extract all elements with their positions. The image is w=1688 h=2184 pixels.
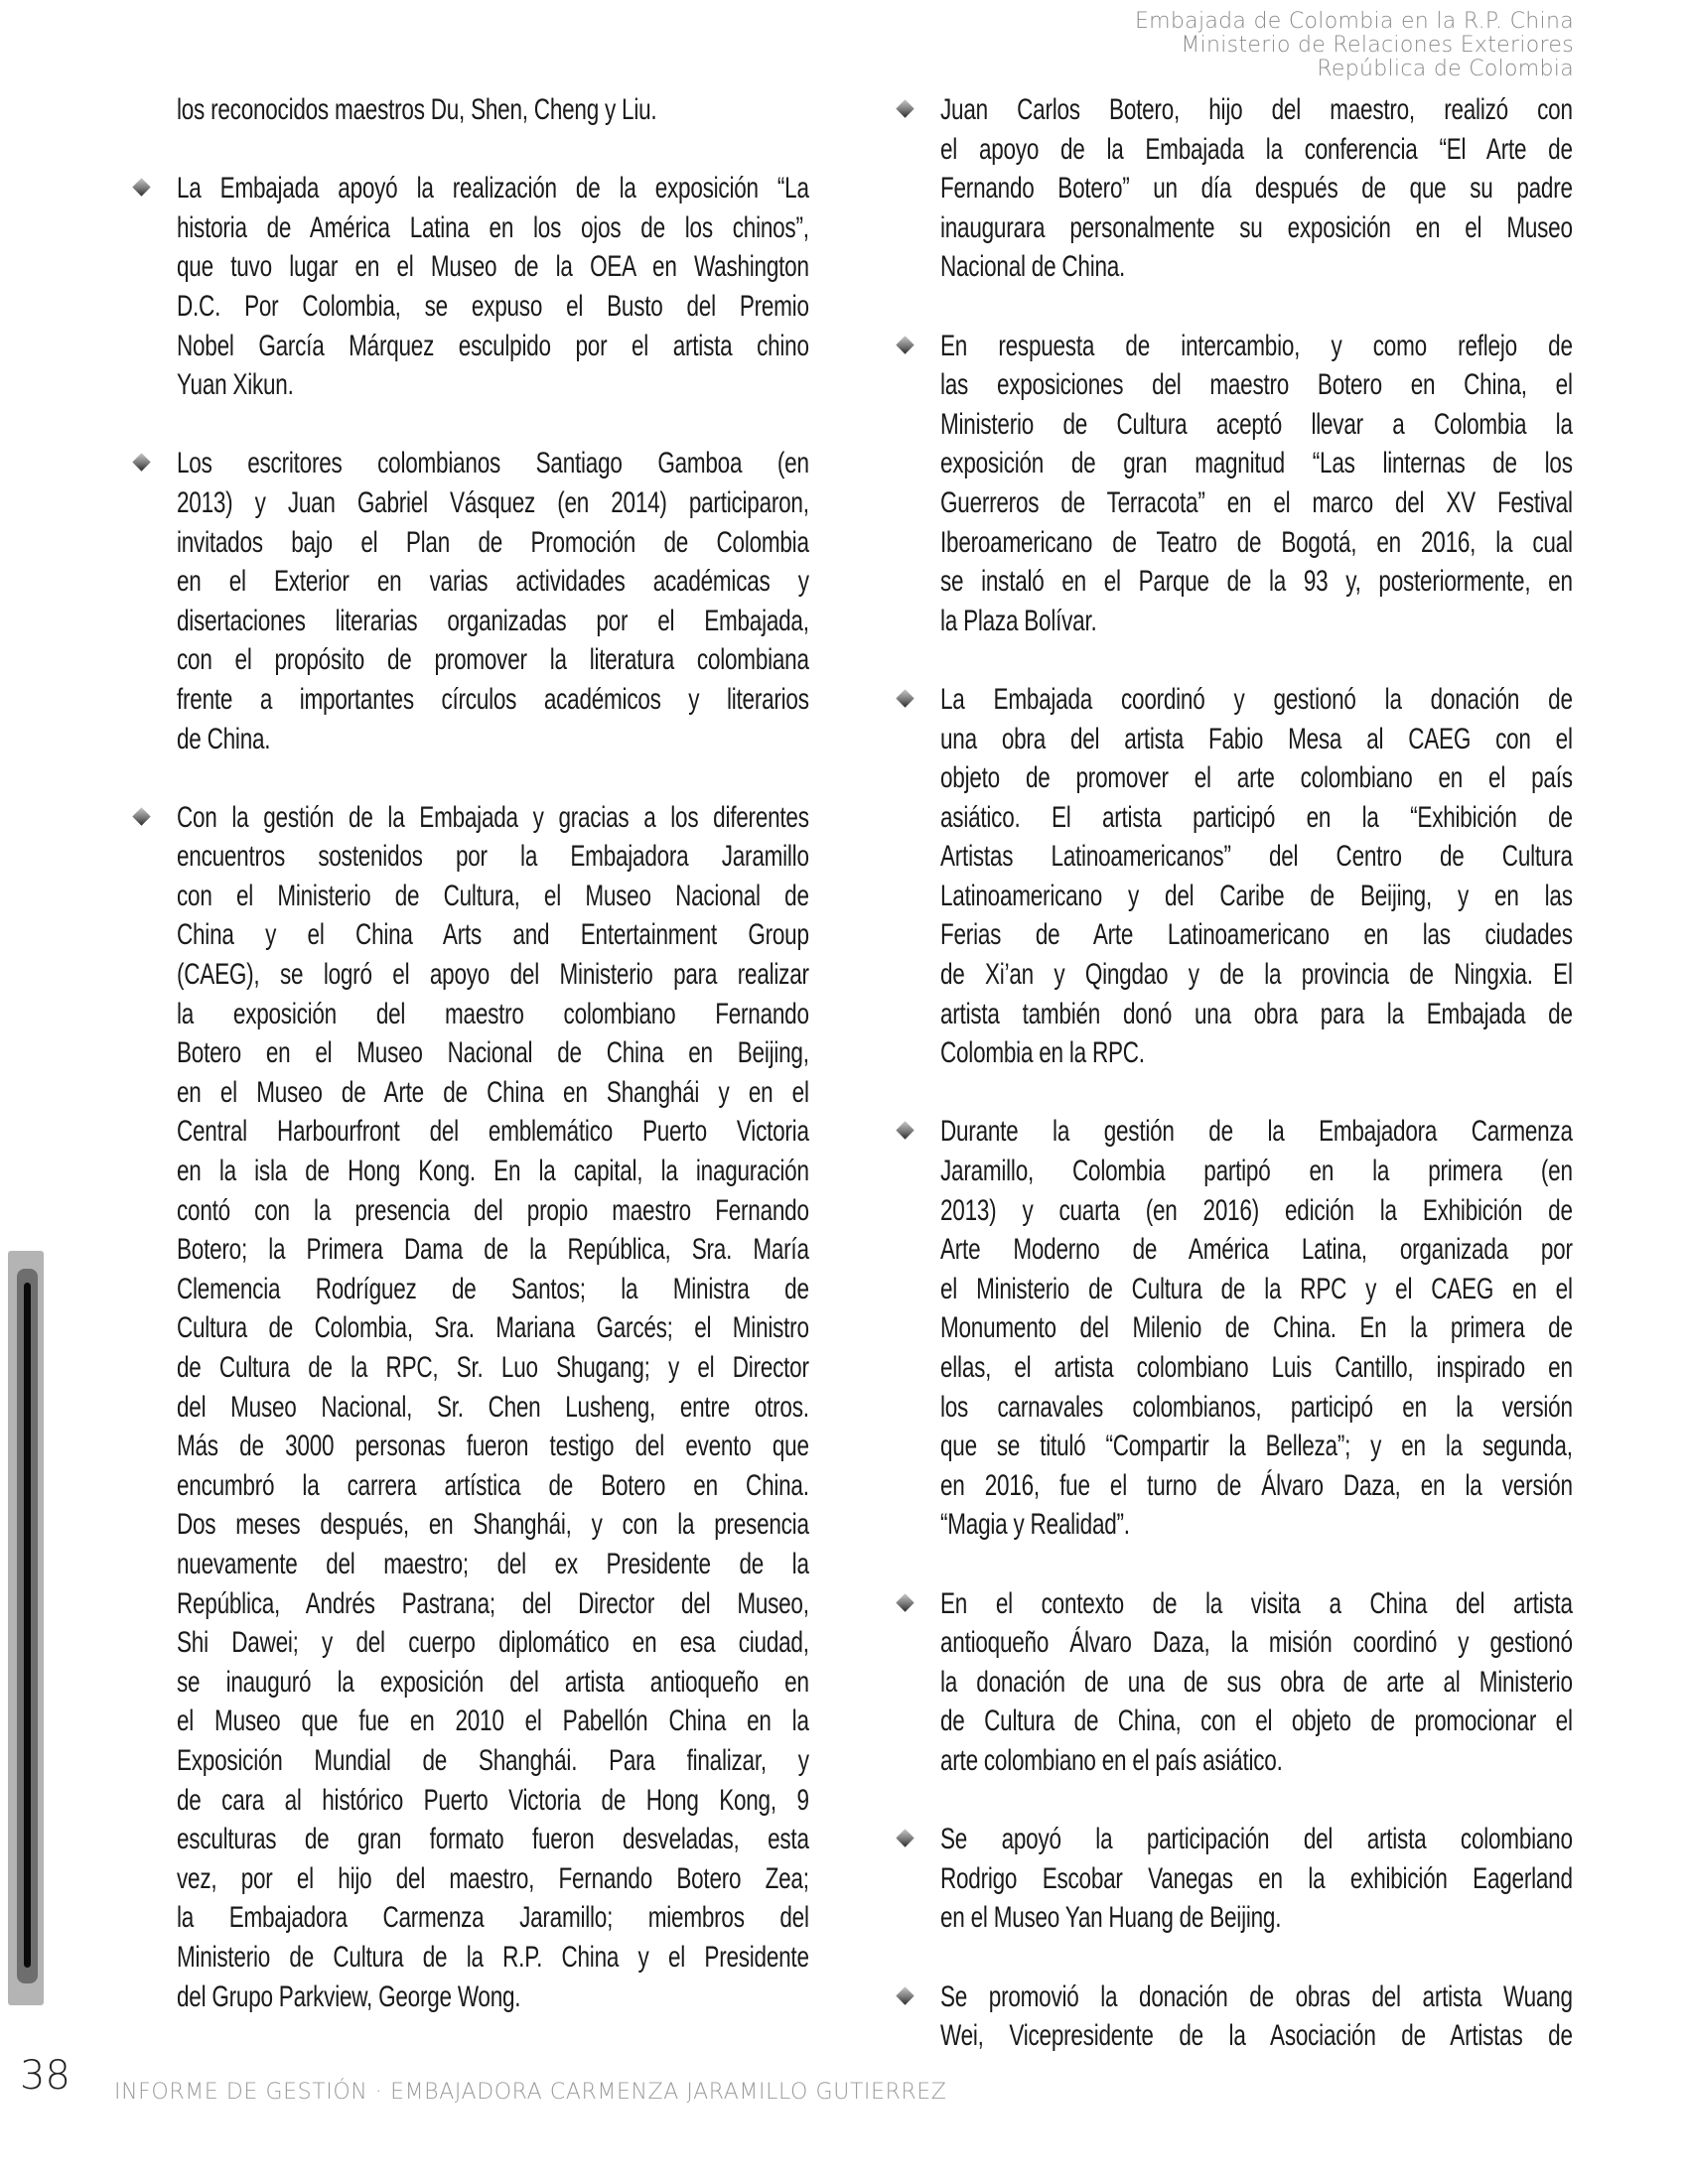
text-line: de Cultura de la RPC, Sr. Luo Shugang; y el Director bbox=[177, 1351, 809, 1384]
bullet-paragraph bbox=[940, 1978, 1573, 2056]
text-line: esculturas de gran formato fueron desveladas, esta bbox=[177, 1823, 809, 1856]
text-line: Se promovió la donación de obras del artista Wuang bbox=[940, 1979, 1573, 2013]
text-line: Exposición Mundial de Shanghái. Para finalizar, y bbox=[177, 1743, 809, 1777]
text-line: objeto de promover el arte colombiano en el país bbox=[940, 761, 1573, 795]
header-line: Embajada de Colombia en la R.P. China bbox=[1134, 9, 1574, 34]
text-line: 2013) y cuarta (en 2016) edición la Exhibición de bbox=[940, 1193, 1573, 1227]
diamond-bullet-icon bbox=[896, 689, 914, 707]
text-line: la exposición del maestro colombiano Fernando bbox=[177, 997, 809, 1030]
bullet-paragraph bbox=[177, 798, 809, 2016]
text-line: Más de 3000 personas fueron testigo del evento que bbox=[177, 1430, 809, 1463]
text-line: el Ministerio de Cultura de la RPC y el CAEG en el bbox=[940, 1272, 1573, 1305]
text-line: D.C. Por Colombia, se expuso el Busto del Premio bbox=[177, 289, 809, 323]
text-line: Colombia en la RPC. bbox=[940, 1036, 1145, 1070]
text-line: Clemencia Rodríguez de Santos; la Ministra de bbox=[177, 1272, 809, 1305]
text-line: de Xi’an y Qingdao y de la provincia de Ningxia. El bbox=[940, 958, 1573, 992]
text-line: “Magia y Realidad”. bbox=[940, 1508, 1130, 1542]
text-line: Central Harbourfront del emblemático Puerto Victoria bbox=[177, 1115, 809, 1149]
text-line: Botero en el Museo Nacional de China en Beijing, bbox=[177, 1036, 809, 1070]
header-line: Ministerio de Relaciones Exteriores bbox=[1181, 33, 1574, 58]
text-line: 2013) y Juan Gabriel Vásquez (en 2014) participaron, bbox=[177, 485, 809, 519]
bullet-paragraph bbox=[940, 1112, 1573, 1545]
bullet-paragraph bbox=[940, 1820, 1573, 1938]
text-line: de China. bbox=[177, 722, 271, 755]
text-line: los carnavales colombianos, participó en la versión bbox=[940, 1390, 1573, 1424]
text-line: invitados bajo el Plan de Promoción de Colombia bbox=[177, 525, 809, 559]
text-line: Arte Moderno de América Latina, organizada por bbox=[940, 1233, 1573, 1267]
diamond-bullet-icon bbox=[896, 1986, 914, 2004]
text-line: con el propósito de promover la literatura colombiana bbox=[177, 643, 809, 677]
text-line: historia de América Latina en los ojos de los chinos”, bbox=[177, 210, 809, 244]
text-line: una obra del artista Fabio Mesa al CAEG con el bbox=[940, 722, 1573, 755]
bullet-paragraph bbox=[940, 327, 1573, 641]
text-line: antioqueño Álvaro Daza, la misión coordinó y gestionó bbox=[940, 1626, 1573, 1660]
text-line: China y el China Arts and Entertainment Group bbox=[177, 918, 809, 952]
text-line: Yuan Xikun. bbox=[177, 368, 294, 402]
text-line: La Embajada coordinó y gestionó la donación de bbox=[940, 682, 1573, 716]
diamond-bullet-icon bbox=[896, 1122, 914, 1140]
text-line: frente a importantes círculos académicos y literarios bbox=[177, 682, 809, 716]
page-number: 38 bbox=[20, 2053, 70, 2099]
text-line: Ministerio de Cultura aceptó llevar a Colombia la bbox=[940, 407, 1573, 441]
text-line: los reconocidos maestros Du, Shen, Cheng y Liu. bbox=[177, 93, 657, 126]
text-line: en el Museo Yan Huang de Beijing. bbox=[940, 1901, 1282, 1935]
text-line: nuevamente del maestro; del ex Presidente de la bbox=[177, 1547, 809, 1580]
footer-title: INFORME DE GESTIÓN · EMBAJADORA CARMENZA JARAMILLO GUTIERREZ bbox=[114, 2080, 947, 2105]
paragraph bbox=[177, 90, 809, 130]
text-line: el apoyo de la Embajada la conferencia “El Arte de bbox=[940, 132, 1573, 166]
text-line: Ferias de Arte Latinoamericano en las ciudades bbox=[940, 918, 1573, 952]
text-line: en la isla de Hong Kong. En la capital, la inaguración bbox=[177, 1155, 809, 1188]
text-line: Nacional de China. bbox=[940, 250, 1126, 284]
text-line: encumbró la carrera artística de Botero en China. bbox=[177, 1468, 809, 1502]
text-line: Guerreros de Terracota” en el marco del XV Festival bbox=[940, 485, 1573, 519]
text-line: Wei, Vicepresidente de la Asociación de Artistas de bbox=[940, 2019, 1573, 2053]
text-line: se inauguró la exposición del artista antioqueño en bbox=[177, 1665, 809, 1699]
text-line: que se tituló “Compartir la Belleza”; y en la segunda, bbox=[940, 1430, 1573, 1463]
text-line: las exposiciones del maestro Botero en China, el bbox=[940, 368, 1573, 402]
text-line: la Embajadora Carmenza Jaramillo; miembros del bbox=[177, 1901, 809, 1935]
text-line: del Museo Nacional, Sr. Chen Lusheng, entre otros. bbox=[177, 1390, 809, 1424]
text-line: artista también donó una obra para la Embajada de bbox=[940, 997, 1573, 1030]
bullet-paragraph bbox=[940, 1584, 1573, 1781]
diamond-bullet-icon bbox=[896, 336, 914, 353]
text-line: encuentros sostenidos por la Embajadora Jaramillo bbox=[177, 840, 809, 874]
text-line: Rodrigo Escobar Vanegas en la exhibición Eagerland bbox=[940, 1861, 1573, 1895]
text-line: Latinoamericano y del Caribe de Beijing, y en las bbox=[940, 879, 1573, 912]
diamond-bullet-icon bbox=[132, 807, 150, 825]
text-line: Fernando Botero” un día después de que su padre bbox=[940, 172, 1573, 205]
text-line: en el Exterior en varias actividades académicas y bbox=[177, 565, 809, 599]
side-bar-core bbox=[24, 1283, 31, 1968]
diamond-bullet-icon bbox=[132, 454, 150, 472]
header-line: República de Colombia bbox=[1317, 57, 1574, 81]
text-line: vez, por el hijo del maestro, Fernando Botero Zea; bbox=[177, 1861, 809, 1895]
text-line: del Grupo Parkview, George Wong. bbox=[177, 1979, 521, 2013]
text-line: Ministerio de Cultura de la R.P. China y el Presidente bbox=[177, 1940, 809, 1974]
text-line: Nobel García Márquez esculpido por el artista chino bbox=[177, 329, 809, 362]
diamond-bullet-icon bbox=[896, 1593, 914, 1611]
text-line: Durante la gestión de la Embajadora Carmenza bbox=[940, 1115, 1573, 1149]
text-line: disertaciones literarias organizadas por el Embajada, bbox=[177, 604, 809, 637]
text-line: Dos meses después, en Shanghái, y con la presencia bbox=[177, 1508, 809, 1542]
text-line: el Museo que fue en 2010 el Pabellón China en la bbox=[177, 1705, 809, 1738]
text-line: En respuesta de intercambio, y como reflejo de bbox=[940, 329, 1573, 362]
text-line: asiático. El artista participó en la “Exhibición de bbox=[940, 800, 1573, 834]
text-line: se instaló en el Parque de la 93 y, posteriormente, en bbox=[940, 565, 1573, 599]
text-line: Shi Dawei; y del cuerpo diplomático en esa ciudad, bbox=[177, 1626, 809, 1660]
page-header bbox=[1135, 10, 1574, 81]
text-line: en 2016, fue el turno de Álvaro Daza, en la versión bbox=[940, 1468, 1573, 1502]
text-line: ellas, el artista colombiano Luis Cantillo, inspirado en bbox=[940, 1351, 1573, 1384]
bullet-paragraph bbox=[177, 169, 809, 405]
text-line: En el contexto de la visita a China del artista bbox=[940, 1586, 1573, 1620]
diamond-bullet-icon bbox=[132, 178, 150, 196]
side-bar-inner bbox=[17, 1269, 38, 1983]
right-column bbox=[940, 90, 1573, 2095]
left-column bbox=[177, 90, 809, 2056]
text-line: Juan Carlos Botero, hijo del maestro, realizó con bbox=[940, 93, 1573, 126]
text-line: (CAEG), se logró el apoyo del Ministerio para realizar bbox=[177, 958, 809, 992]
text-line: la Plaza Bolívar. bbox=[940, 604, 1097, 637]
text-line: República, Andrés Pastrana; del Director del Museo, bbox=[177, 1586, 809, 1620]
text-line: Artistas Latinoamericanos” del Centro de Cultura bbox=[940, 840, 1573, 874]
decorative-side-bar bbox=[8, 1251, 44, 2005]
text-line: que tuvo lugar en el Museo de la OEA en Washington bbox=[177, 250, 809, 284]
text-line: Botero; la Primera Dama de la República, Sra. María bbox=[177, 1233, 809, 1267]
diamond-bullet-icon bbox=[896, 1829, 914, 1846]
bullet-paragraph bbox=[940, 680, 1573, 1073]
bullet-paragraph bbox=[940, 90, 1573, 287]
text-line: en el Museo de Arte de China en Shanghái y en el bbox=[177, 1075, 809, 1109]
bullet-paragraph bbox=[177, 444, 809, 758]
text-line: de Cultura de China, con el objeto de promocionar el bbox=[940, 1705, 1573, 1738]
text-line: inaugurara personalmente su exposición en el Museo bbox=[940, 210, 1573, 244]
text-line: contó con la presencia del propio maestro Fernando bbox=[177, 1193, 809, 1227]
text-line: Cultura de Colombia, Sra. Mariana Garcés; el Ministro bbox=[177, 1311, 809, 1345]
text-line: de cara al histórico Puerto Victoria de Hong Kong, 9 bbox=[177, 1783, 809, 1817]
text-line: La Embajada apoyó la realización de la exposición “La bbox=[177, 172, 809, 205]
text-line: Los escritores colombianos Santiago Gamboa (en bbox=[177, 447, 809, 480]
text-line: arte colombiano en el país asiático. bbox=[940, 1743, 1283, 1777]
text-line: con el Ministerio de Cultura, el Museo Nacional de bbox=[177, 879, 809, 912]
text-line: Iberoamericano de Teatro de Bogotá, en 2016, la cual bbox=[940, 525, 1573, 559]
text-line: Con la gestión de la Embajada y gracias a los diferentes bbox=[177, 800, 809, 834]
text-line: Monumento del Milenio de China. En la primera de bbox=[940, 1311, 1573, 1345]
text-line: exposición de gran magnitud “Las linternas de los bbox=[940, 447, 1573, 480]
text-line: Jaramillo, Colombia partipó en la primera (en bbox=[940, 1155, 1573, 1188]
text-line: la donación de una de sus obra de arte al Ministerio bbox=[940, 1665, 1573, 1699]
text-line: Se apoyó la participación del artista colombiano bbox=[940, 1823, 1573, 1856]
diamond-bullet-icon bbox=[896, 99, 914, 117]
